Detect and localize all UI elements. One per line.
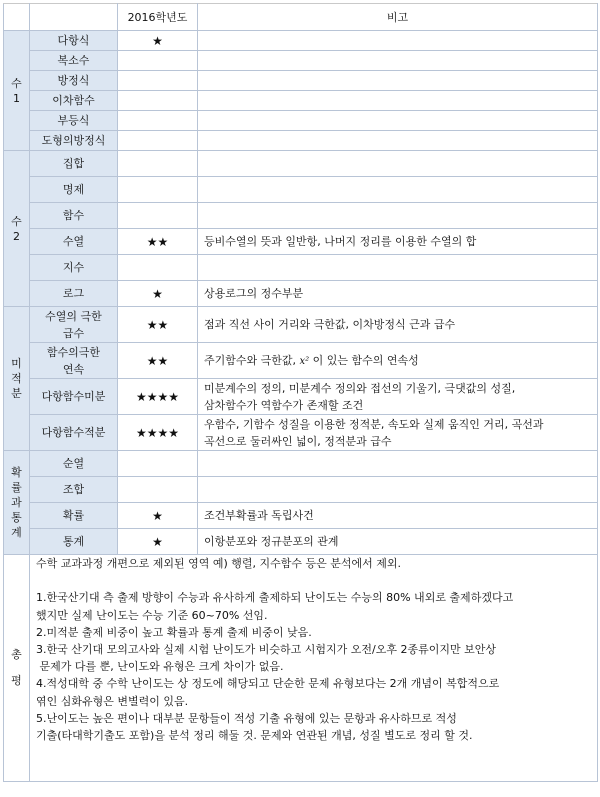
summary-line: 5.난이도는 높은 편이나 대부분 문항들이 적성 기출 유형에 있는 문항과 유사하므로 적성 — [36, 711, 457, 725]
topic-note — [198, 177, 598, 203]
group-label-char: 2 — [13, 229, 20, 243]
topic-name: 수열 — [30, 229, 118, 255]
topic-note — [198, 477, 598, 503]
topic-note: 우함수, 기함수 성질을 이용한 정적분, 속도와 실제 움직인 거리, 곡선과 곡선으로 둘러싸인 넓이, 정적분과 급수 — [198, 415, 598, 451]
summary-label-char: 평 — [11, 674, 22, 687]
table-row — [4, 131, 598, 151]
difficulty-stars — [118, 255, 198, 281]
topic-name: 다항식 — [30, 31, 118, 51]
difficulty-stars: ★★ — [118, 307, 198, 343]
table-row — [4, 111, 598, 131]
topic-name: 도형의방정식 — [30, 131, 118, 151]
topic-note: 미분계수의 정의, 미분계수 정의와 접선의 기울기, 극댓값의 성질, 삼차함수가 역함수가 존재할 조건 — [198, 379, 598, 415]
difficulty-stars — [118, 71, 198, 91]
topic-name: 명제 — [30, 177, 118, 203]
summary-row — [4, 555, 598, 782]
group-label — [4, 151, 30, 307]
difficulty-stars: ★ — [118, 31, 198, 51]
table-row — [4, 281, 598, 307]
table-row — [4, 529, 598, 555]
table-row — [4, 177, 598, 203]
difficulty-stars — [118, 111, 198, 131]
difficulty-stars: ★★ — [118, 343, 198, 379]
difficulty-stars — [118, 451, 198, 477]
group-label-char: 수 — [11, 214, 22, 228]
summary-line: 4.적성대학 중 수학 난이도는 상 정도에 해당되고 단순한 문제 유형보다는 2개 개념이 복합적으로 — [36, 677, 500, 691]
topic-name: 통계 — [30, 529, 118, 555]
header-note: 비고 — [198, 4, 598, 31]
group-label-char: 통 — [11, 511, 22, 524]
topic-note: 상용로그의 정수부분 — [198, 281, 598, 307]
group-label — [4, 451, 30, 555]
difficulty-stars — [118, 477, 198, 503]
topic-note — [198, 51, 598, 71]
difficulty-stars: ★★★★ — [118, 415, 198, 451]
analysis-table-container — [3, 3, 597, 795]
topic-name: 순열 — [30, 451, 118, 477]
topic-note — [198, 451, 598, 477]
topic-name: 확률 — [30, 503, 118, 529]
group-label-char: 률 — [11, 481, 22, 494]
summary-line: 엮인 심화유형은 변별력이 있음. — [36, 694, 189, 708]
group-label-char: 미 — [11, 357, 22, 370]
topic-note — [198, 203, 598, 229]
group-label — [4, 31, 30, 151]
difficulty-stars — [118, 91, 198, 111]
difficulty-stars: ★ — [118, 281, 198, 307]
header-year: 2016학년도 — [118, 4, 198, 31]
group-label-char: 계 — [11, 526, 22, 539]
table-row — [4, 203, 598, 229]
summary-label — [4, 555, 30, 782]
topic-note: 조건부확률과 독립사건 — [198, 503, 598, 529]
summary-line: 문제가 다를 뿐, 난이도와 유형은 크게 차이가 없음. — [36, 660, 284, 674]
summary-line: 했지만 실제 난이도는 수능 기준 60~70% 선임. — [36, 608, 268, 622]
summary-label-char: 총 — [11, 648, 22, 661]
header-blank-2 — [30, 4, 118, 31]
difficulty-stars — [118, 131, 198, 151]
topic-name: 복소수 — [30, 51, 118, 71]
topic-name: 조합 — [30, 477, 118, 503]
summary-line: 기출(타대학기출도 포함)을 분석 정리 해둘 것. 문제와 연관된 개념, 성질 별도로 정리 할 것. — [36, 728, 473, 742]
difficulty-stars — [118, 151, 198, 177]
table-row — [4, 151, 598, 177]
topic-name: 수열의 극한 급수 — [30, 307, 118, 343]
table-row — [4, 343, 598, 379]
summary-line: 3.한국 산기대 모의고사와 실제 시험 난이도가 비슷하고 시험지가 오전/오후 2종류이지만 보안상 — [36, 642, 496, 656]
topic-note: 등비수열의 뜻과 일반항, 나머지 정리를 이용한 수열의 합 — [198, 229, 598, 255]
topic-name: 다항함수적분 — [30, 415, 118, 451]
topic-name: 지수 — [30, 255, 118, 281]
summary-line: 1.한국산기대 측 출제 방향이 수능과 유사하게 출제하되 난이도는 수능의 80% 내외로 출제하겠다고 — [36, 591, 514, 605]
topic-name: 방정식 — [30, 71, 118, 91]
topic-note: 주기함수와 극한값, x² 이 있는 함수의 연속성 — [198, 343, 598, 379]
topic-name: 다항함수미분 — [30, 379, 118, 415]
table-row — [4, 503, 598, 529]
group-label — [4, 307, 30, 451]
table-row — [4, 379, 598, 415]
topic-note: 점과 직선 사이 거리와 극한값, 이차방정식 근과 급수 — [198, 307, 598, 343]
topic-note: 이항분포와 정규분포의 관계 — [198, 529, 598, 555]
difficulty-stars: ★ — [118, 529, 198, 555]
table-row — [4, 415, 598, 451]
topic-name: 함수의극한 연속 — [30, 343, 118, 379]
difficulty-stars: ★★ — [118, 229, 198, 255]
table-row — [4, 31, 598, 51]
difficulty-stars: ★ — [118, 503, 198, 529]
topic-note — [198, 111, 598, 131]
table-row — [4, 451, 598, 477]
summary-line: 수학 교과과정 개편으로 제외된 영역 예) 행렬, 지수함수 등은 분석에서 제외. — [36, 557, 402, 570]
difficulty-stars: ★★★★ — [118, 379, 198, 415]
difficulty-stars — [118, 177, 198, 203]
topic-note — [198, 131, 598, 151]
group-label-char: 확 — [11, 466, 22, 479]
table-row — [4, 91, 598, 111]
table-row — [4, 229, 598, 255]
group-label-char: 과 — [11, 496, 22, 509]
table-row — [4, 71, 598, 91]
group-label-char: 분 — [11, 387, 22, 400]
summary-line: 2.미적분 출제 비중이 높고 확률과 통계 출제 비중이 낮음. — [36, 625, 312, 639]
difficulty-stars — [118, 51, 198, 71]
topic-note — [198, 71, 598, 91]
header-blank-1 — [4, 4, 30, 31]
analysis-table — [3, 3, 598, 782]
topic-note — [198, 91, 598, 111]
topic-name: 함수 — [30, 203, 118, 229]
summary-line — [36, 572, 591, 589]
table-row — [4, 51, 598, 71]
group-label-char: 1 — [13, 91, 20, 105]
math-x-squared: x² — [299, 355, 310, 367]
topic-note — [198, 31, 598, 51]
header-row — [4, 4, 598, 31]
topic-name: 부등식 — [30, 111, 118, 131]
topic-note — [198, 151, 598, 177]
group-label-char: 수 — [11, 76, 22, 90]
topic-name: 로그 — [30, 281, 118, 307]
table-row — [4, 255, 598, 281]
topic-name: 이차함수 — [30, 91, 118, 111]
summary-text — [30, 555, 598, 782]
topic-name: 집합 — [30, 151, 118, 177]
difficulty-stars — [118, 203, 198, 229]
topic-note — [198, 255, 598, 281]
table-row — [4, 477, 598, 503]
group-label-char: 적 — [11, 372, 22, 385]
table-row — [4, 307, 598, 343]
